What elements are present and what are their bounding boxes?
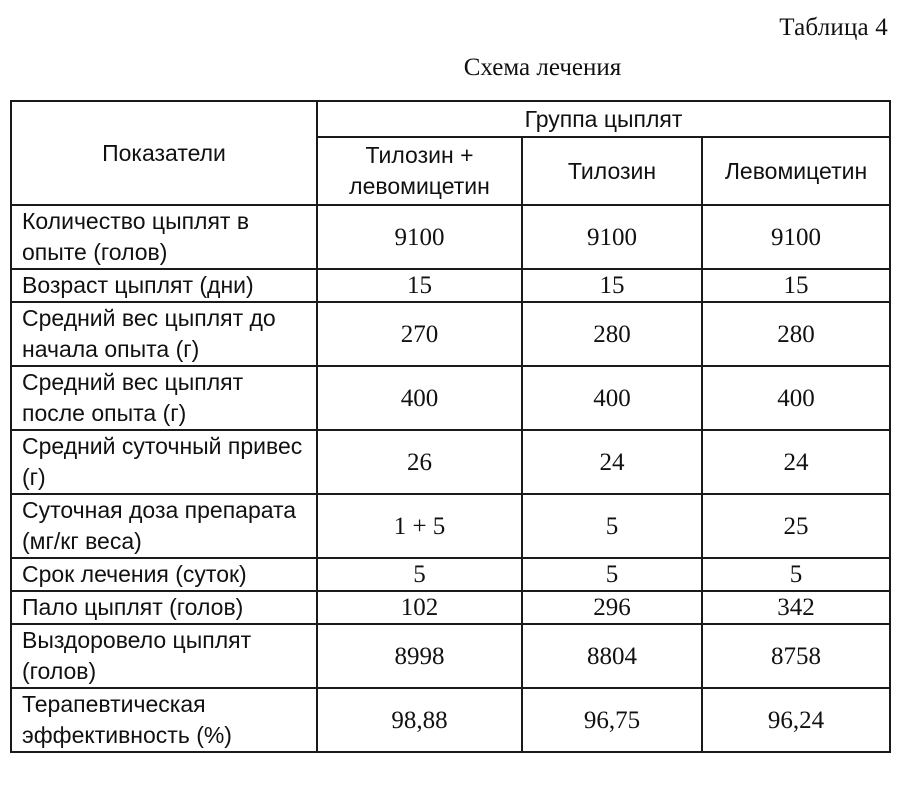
row-label: Средний вес цыплят после опыта (г) [11, 366, 317, 430]
table-row [11, 494, 890, 558]
table-row [11, 269, 890, 302]
table-row [11, 558, 890, 591]
row-label: Терапевтическая эффективность (%) [11, 688, 317, 752]
cell-value: 400 [702, 366, 890, 430]
row-label: Возраст цыплят (дни) [11, 269, 317, 302]
indicator-column-header: Показатели [11, 101, 317, 205]
row-label: Срок лечения (суток) [11, 558, 317, 591]
table-row [11, 591, 890, 624]
row-label: Суточная доза препарата (мг/кг веса) [11, 494, 317, 558]
table-number-label: Таблица 4 [779, 14, 888, 41]
cell-value: 400 [317, 366, 522, 430]
cell-value: 15 [702, 269, 890, 302]
cell-value: 102 [317, 591, 522, 624]
cell-value: 8998 [317, 624, 522, 688]
cell-value: 98,88 [317, 688, 522, 752]
cell-value: 342 [702, 591, 890, 624]
cell-value: 270 [317, 302, 522, 366]
row-label: Средний вес цыплят до начала опыта (г) [11, 302, 317, 366]
cell-value: 15 [522, 269, 702, 302]
cell-value: 9100 [522, 205, 702, 269]
table-row [11, 624, 890, 688]
table-row [11, 205, 890, 269]
cell-value: 280 [702, 302, 890, 366]
cell-value: 296 [522, 591, 702, 624]
table-row [11, 302, 890, 366]
table-caption: Схема лечения [463, 54, 622, 81]
cell-value: 25 [702, 494, 890, 558]
cell-value: 26 [317, 430, 522, 494]
cell-value: 1 + 5 [317, 494, 522, 558]
column-header-tylosin: Тилозин [522, 137, 702, 205]
cell-value: 9100 [317, 205, 522, 269]
row-label: Выздоровело цыплят (голов) [11, 624, 317, 688]
cell-value: 5 [522, 494, 702, 558]
row-label: Количество цыплят в опыте (голов) [11, 205, 317, 269]
cell-value: 280 [522, 302, 702, 366]
group-column-header: Группа цыплят [317, 101, 890, 137]
cell-value: 15 [317, 269, 522, 302]
cell-value: 96,24 [702, 688, 890, 752]
cell-value: 24 [522, 430, 702, 494]
table-row [11, 430, 890, 494]
row-label: Средний суточный привес (г) [11, 430, 317, 494]
cell-value: 9100 [702, 205, 890, 269]
cell-value: 5 [702, 558, 890, 591]
cell-value: 96,75 [522, 688, 702, 752]
column-header-levomycetin: Левомицетин [702, 137, 890, 205]
column-header-tylosin-levomycetin: Тилозин + левомицетин [317, 137, 522, 205]
cell-value: 8758 [702, 624, 890, 688]
row-label: Пало цыплят (голов) [11, 591, 317, 624]
cell-value: 5 [522, 558, 702, 591]
table-row [11, 688, 890, 752]
cell-value: 24 [702, 430, 890, 494]
treatment-table [10, 100, 891, 753]
cell-value: 5 [317, 558, 522, 591]
cell-value: 400 [522, 366, 702, 430]
cell-value: 8804 [522, 624, 702, 688]
table-row [11, 366, 890, 430]
